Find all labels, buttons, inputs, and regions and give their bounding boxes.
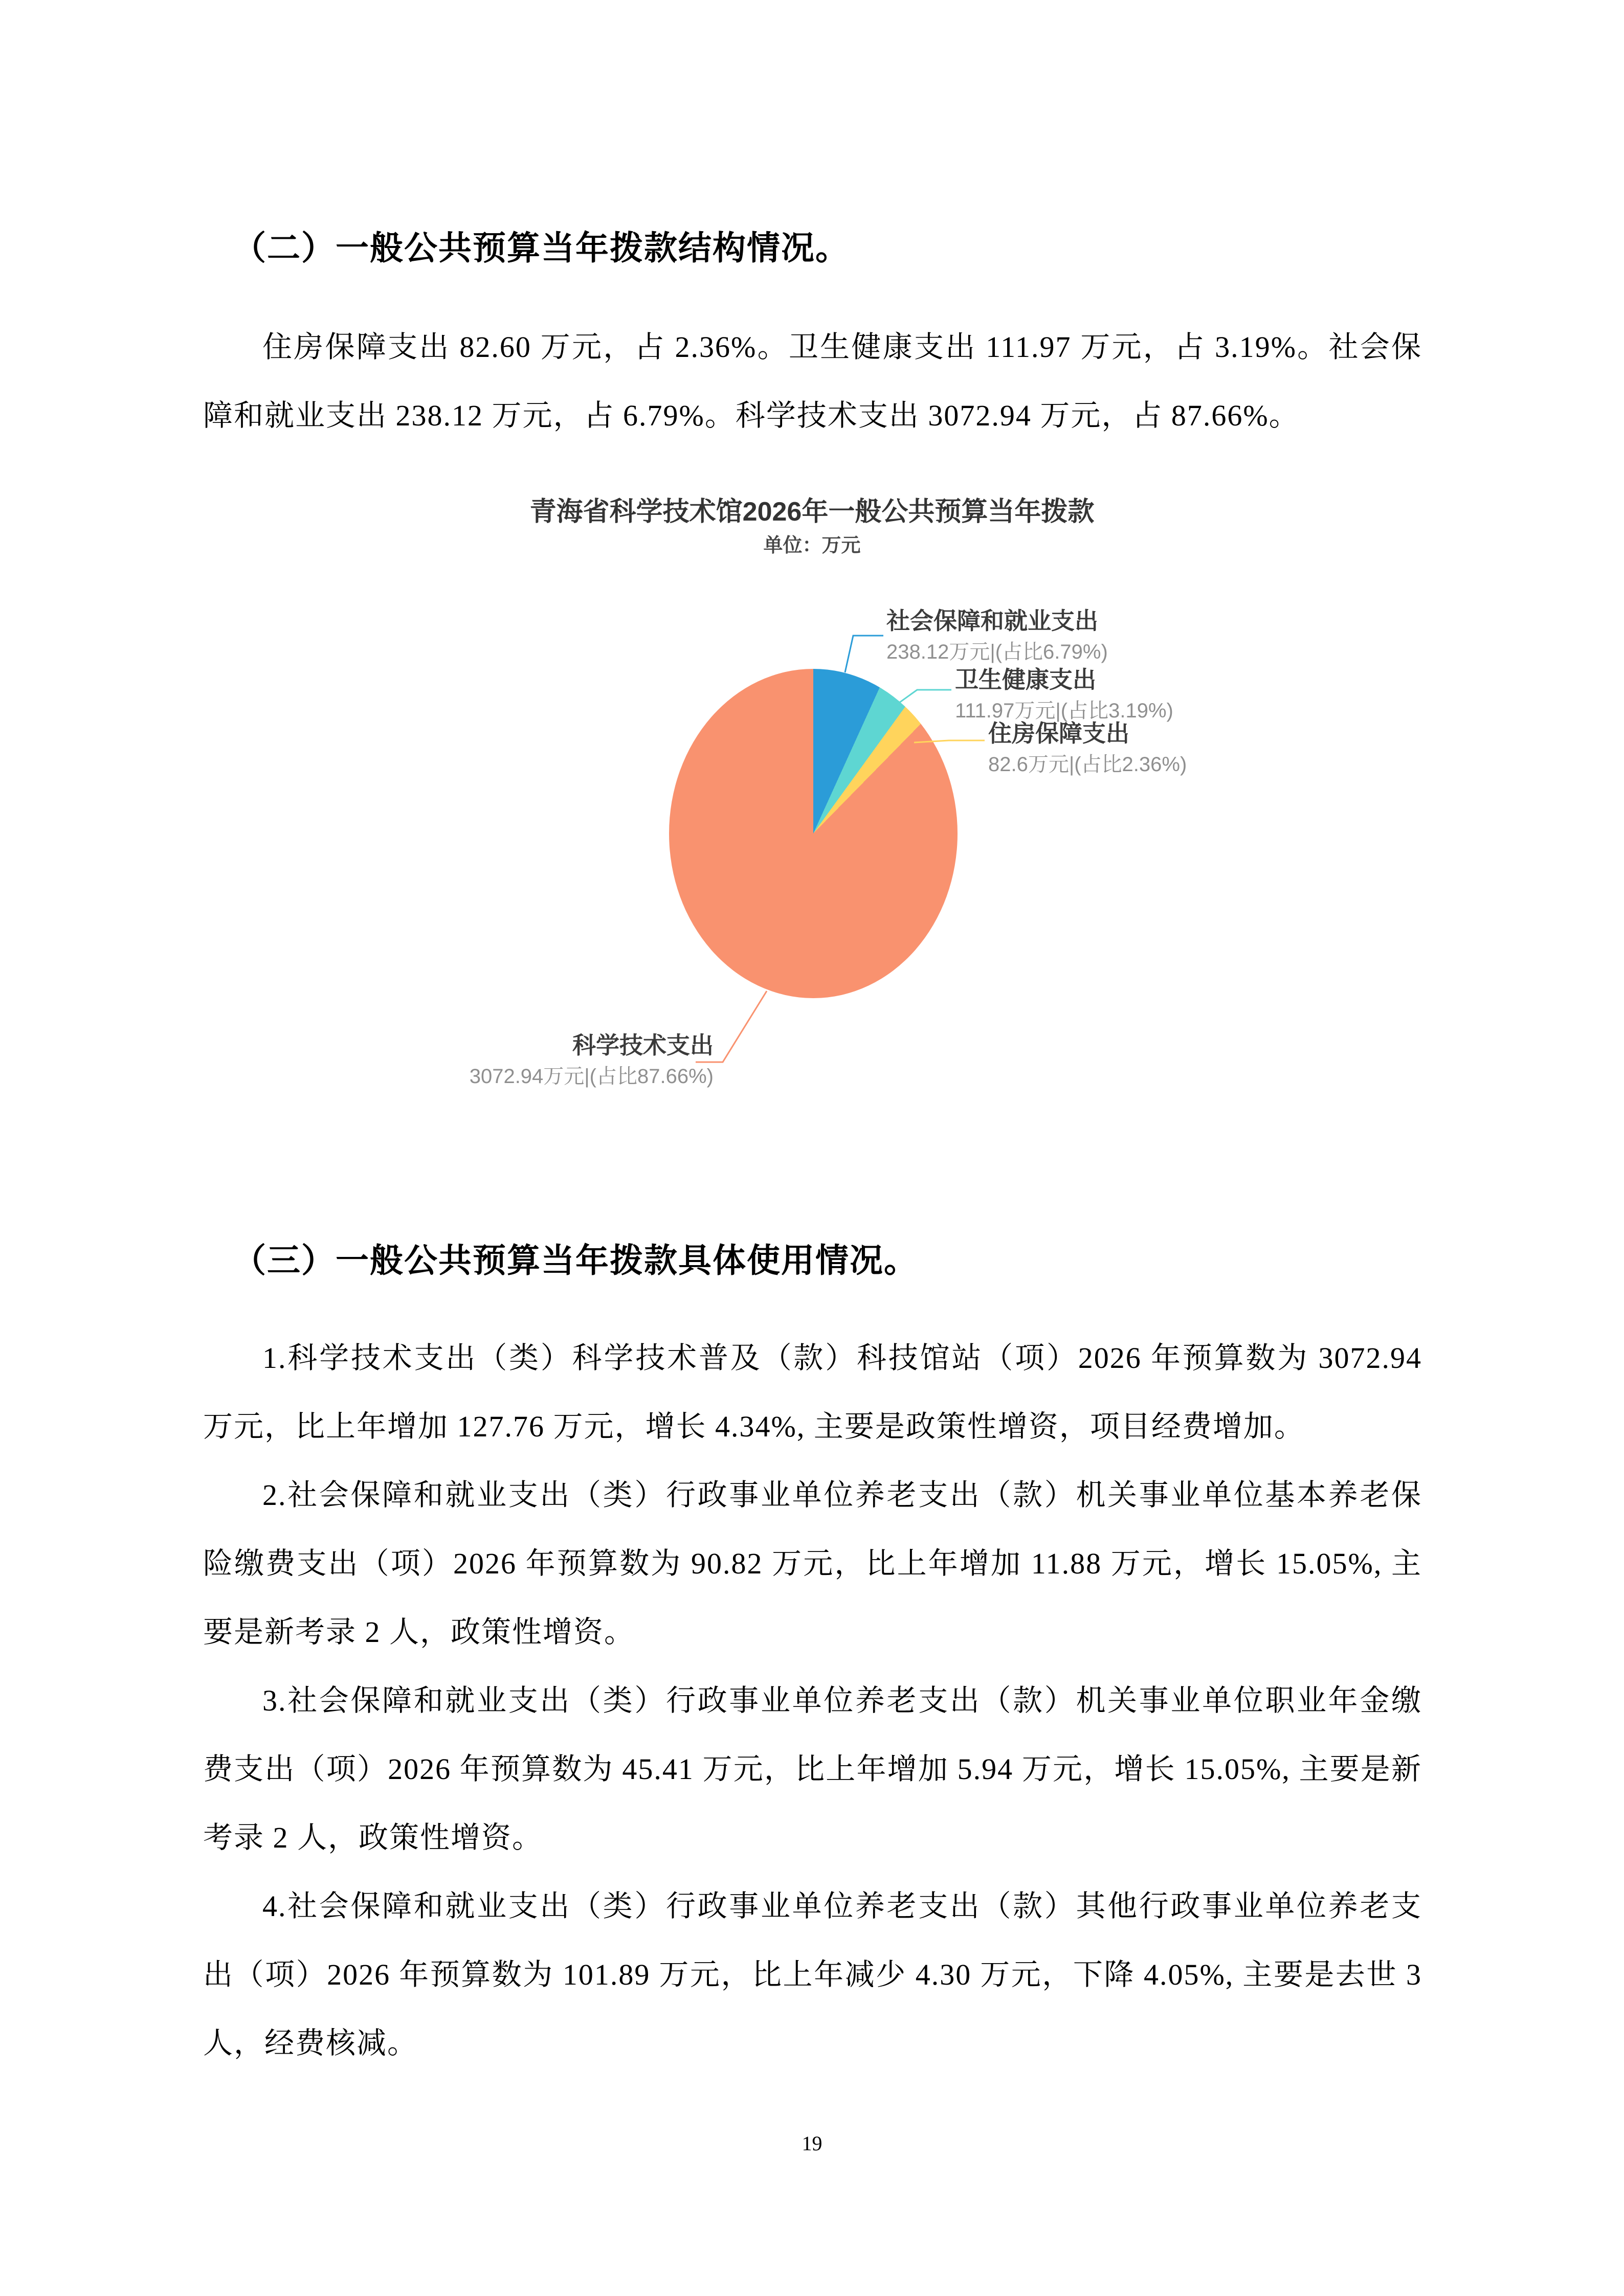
pie-chart-figure — [0, 476, 1624, 1156]
section2-body — [203, 313, 1422, 450]
section3-body — [203, 1324, 1422, 2078]
chart-unit-subtitle: 单位：万元 — [763, 535, 861, 556]
leader-line-health — [881, 690, 951, 716]
pie-label-value: 3072.94万元|(占比87.66%) — [469, 1065, 714, 1088]
section3-paragraph-1: 1.科学技术支出（类）科学技术普及（款）科技馆站（项）2026 年预算数为 3072.94 万元，比上年增加 127.76 万元，增长 4.34%, 主要是政策性增资，项目经费增加。 — [203, 1341, 1422, 1443]
pie-label-name: 卫生健康支出 — [955, 666, 1096, 693]
pie-label-name: 住房保障支出 — [988, 720, 1129, 747]
pie-label-housing — [988, 718, 1187, 778]
pie-label-value: 111.97万元|(占比3.19%) — [955, 700, 1173, 722]
pie-label-name: 社会保障和就业支出 — [886, 607, 1098, 634]
pie-label-health — [955, 665, 1173, 724]
section3-paragraph-3: 3.社会保障和就业支出（类）行政事业单位养老支出（款）机关事业单位职业年金缴费支出（项）2026 年预算数为 45.41 万元，比上年增加 5.94 万元，增长 15.05%, 主要是新考录 2 人，政策性增资。 — [203, 1684, 1422, 1854]
section3-paragraph-2: 2.社会保障和就业支出（类）行政事业单位养老支出（款）机关事业单位基本养老保险缴费支出（项）2026 年预算数为 90.82 万元，比上年增加 11.88 万元，增长 15.05%, 主要是新考录 2 人，政策性增资。 — [203, 1478, 1422, 1649]
section2-paragraph: 住房保障支出 82.60 万元，占 2.36%。卫生健康支出 111.97 万元，占 3.19%。社会保障和就业支出 238.12 万元，占 6.79%。科学技术支出 3072.94 万元，占 87.66%。 — [203, 330, 1422, 432]
pie-leader-lines — [0, 476, 1624, 1156]
leader-line-housing — [914, 740, 985, 742]
pie-label-social-security — [886, 606, 1108, 665]
leader-line-social-security — [845, 636, 883, 672]
section3-paragraph-4: 4.社会保障和就业支出（类）行政事业单位养老支出（款）其他行政事业单位养老支出（项）2026 年预算数为 101.89 万元，比上年减少 4.30 万元，下降 4.05%, 主要是去世 3 人，经费核减。 — [203, 1889, 1422, 2060]
page-number: 19 — [802, 2132, 822, 2155]
pie-label-value: 82.6万元|(占比2.36%) — [988, 753, 1187, 776]
section3-heading: （三）一般公共预算当年拨款具体使用情况。 — [233, 1242, 919, 1279]
pie-label-name: 科学技术支出 — [572, 1032, 714, 1059]
chart-title: 青海省科学技术馆2026年一般公共预算当年拨款 — [529, 497, 1095, 527]
pie-label-science — [432, 1030, 714, 1090]
pie-label-value: 238.12万元|(占比6.79%) — [886, 641, 1108, 663]
section2-heading: （二）一般公共预算当年拨款结构情况。 — [233, 229, 850, 266]
